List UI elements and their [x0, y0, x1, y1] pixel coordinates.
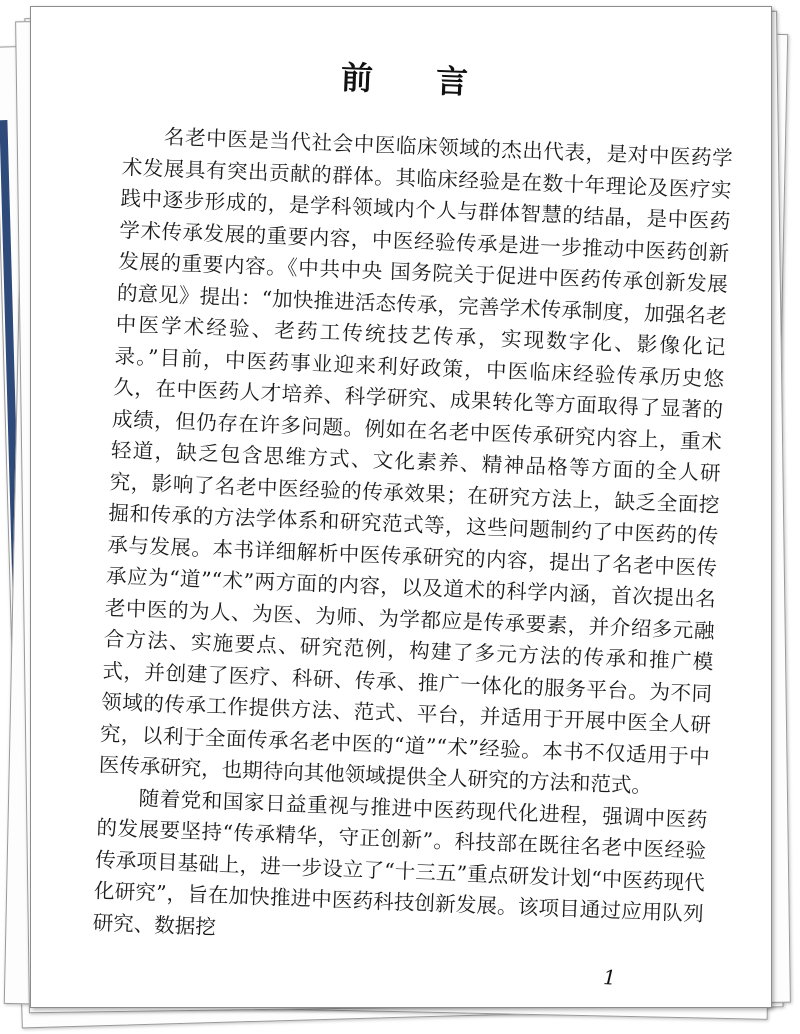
- page-number: 1: [602, 965, 617, 990]
- page-title: 前 言: [340, 58, 495, 103]
- paragraph: 随着党和国家日益重视与推进中医药现代化进程，强调中医药的发展要坚持“传承精华，守正创新”。科技部在既往名老中医经验传承项目基础上，进一步设立了“十三五”重点研发计划“中医药现代化研究”，旨在加快推进中医药科技创新发展。该项目通过应用队列研究、数据挖: [92, 785, 708, 939]
- body-text: [92, 120, 733, 962]
- paragraph: 名老中医是当代社会中医临床领域的杰出代表，是对中医药学术发展具有突出贡献的群体。其临床经验是在数十年理论及医疗实践中逐步形成的，是学科领域内个人与群体智慧的结晶，是中医药学术传承发展的重要内容，中医经验传承是进一步推动中医药创新发展的重要内容。《中共中央 国务院关于促进中医药传承创新发展的意见》提出：“加快推进活态传承，完善学术传承制度，加强名老中医学术经验、老药工传统技艺传承，实现数字化、影像化记录。”目前，中医药事业迎来利好政策，中医临床经验传承历史悠久，在中医药人才培养、科学研究、成果转化等方面取得了显著的成绩，但仍存在许多问题。例如在名老中医传承研究内容上，重术轻道，缺乏包含思维方式、文化素养、精神品格等方面的全人研究，影响了名老中医经验的传承效果；在研究方法上，缺乏全面挖掘和传承的方法学体系和研究范式等，这些问题制约了中医药的传承与发展。本书详细解析中医传承研究的内容，提出了名老中医传承应为“道”“术”两方面的内容，以及道术的科学内涵，首次提出名老中医的为人、为医、为师、为学都应是传承要素，并介绍多元融合方法、实施要点、研究范例，构建了多元方法的传承和推广模式，并创建了医疗、科研、传承、推广一体化的服务平台。为不同领域的传承工作提供方法、范式、平台，并适用于开展中医全人研究，以利于全面传承名老中医的“道”“术”经验。本书不仅适用于中医传承研究，也期待向其他领域提供全人研究的方法和范式。: [98, 124, 734, 798]
- page-content: [30, 6, 772, 1008]
- document-page: [30, 6, 772, 1008]
